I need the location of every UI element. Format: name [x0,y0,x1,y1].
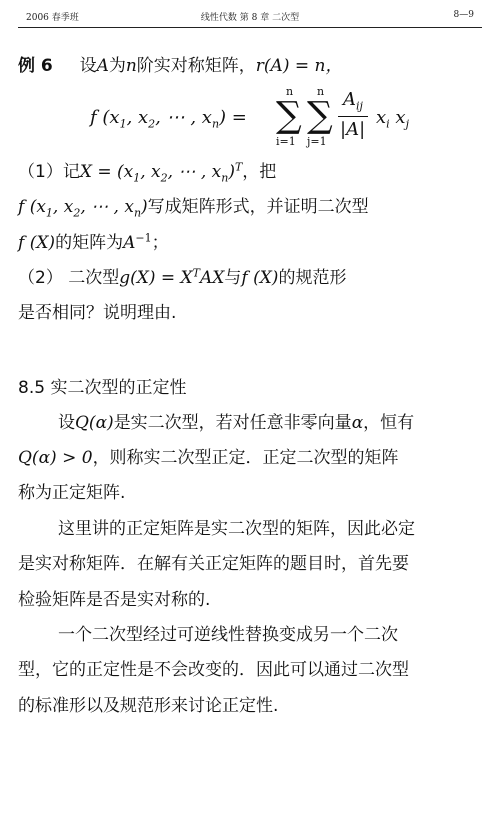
math-A: A [96,56,109,76]
part2-text: （2） 二次型 [18,268,120,288]
math-n: n [125,56,137,76]
math-gX: $g(X) = X^TAX$ [119,266,225,288]
para1-text: 设 [58,413,75,433]
part2-text: 与 [224,268,242,288]
para1-line3: 称为正定矩阵. [18,483,126,503]
para3-line3: 的标准形以及规范形来讨论正定性. [18,696,279,716]
page-header [18,10,482,26]
example-text: 设 [79,56,97,76]
para1-text: ，恒有 [363,413,415,433]
math-Q-alpha: Q(α) [75,413,114,433]
example-text: 为 [108,56,126,76]
header-left: 2006 春季班 [26,13,79,23]
part1-text: ； [151,233,169,253]
header-rule [18,27,482,28]
part2-line1 [18,266,346,290]
part2-text: 的规范形 [278,268,347,288]
part1-text: （1）记 [18,162,80,182]
formula-tail: $x_i$ $x_j$ [376,107,409,131]
para1-text: 是实二次型，若对任意非零向量 [113,413,352,433]
para2-line2: 是实对称矩阵．在解有关正定矩阵的题目时，首先要 [18,554,409,574]
example-label: 例 6 [18,56,53,76]
math-fX: f (X) [18,233,56,253]
header-center: 线性代数 第 8 章 二次型 [200,13,300,23]
para1-text: ，则称实二次型正定．正定二次型的矩阵 [92,448,399,468]
part2-line2: 是否相同？说明理由. [18,303,177,323]
math-alpha: α [351,413,364,433]
math-rank: r(A) = n， [255,56,343,76]
part1-line3 [18,231,169,255]
sum-lower-limit: i=1 [276,135,296,148]
part1-text: 写成矩阵形式，并证明二次型 [147,197,369,217]
example-text: 阶实对称矩阵， [136,56,256,76]
part1-line2 [18,195,369,219]
math-fX: f (X) [241,268,279,288]
para1-line1 [58,411,414,435]
formula-lhs: f ($x_1$, $x_2$, ⋯ , $x_n$) = [90,107,247,131]
para3-line1: 一个二次型经过可逆线性替换变成另一个二次 [58,625,398,645]
para2-line1: 这里讲的正定矩阵是实二次型的矩阵，因此必定 [58,519,415,539]
sum-upper-limit: n [317,85,325,98]
header-page-number: 8—9 [453,10,474,20]
math-Q-positive: Q(α) > 0 [18,448,93,468]
para3-line2: 型，它的正定性是不会改变的．因此可以通过二次型 [18,660,409,680]
fraction-denominator: |A| [340,119,366,140]
fraction-numerator: $A_{ij}$ [343,89,363,113]
para2-line3: 检验矩阵是否是实对称的. [18,590,211,610]
part1-line1 [18,160,276,184]
math-A-inverse: $A^{-1}$ [123,231,152,253]
sum-upper-limit: n [286,85,294,98]
sigma-symbol: ∑ [276,95,302,136]
sum-lower-limit: j=1 [307,135,327,148]
fraction-bar [338,116,368,117]
example-title-line [18,54,342,78]
sigma-symbol: ∑ [307,95,333,136]
math-X-def: $X = (x_1$, $x_2$, ⋯ , $x_n)^T$ [79,160,243,185]
quadratic-formula [90,86,420,150]
para1-line2 [18,446,399,470]
math-f-args: f ($x_1$, $x_2$, ⋯ , $x_n$) [18,197,148,220]
part1-text: ，把 [242,162,277,182]
part1-text: 的矩阵为 [55,233,124,253]
section-title: 8.5 实二次型的正定性 [18,378,187,398]
